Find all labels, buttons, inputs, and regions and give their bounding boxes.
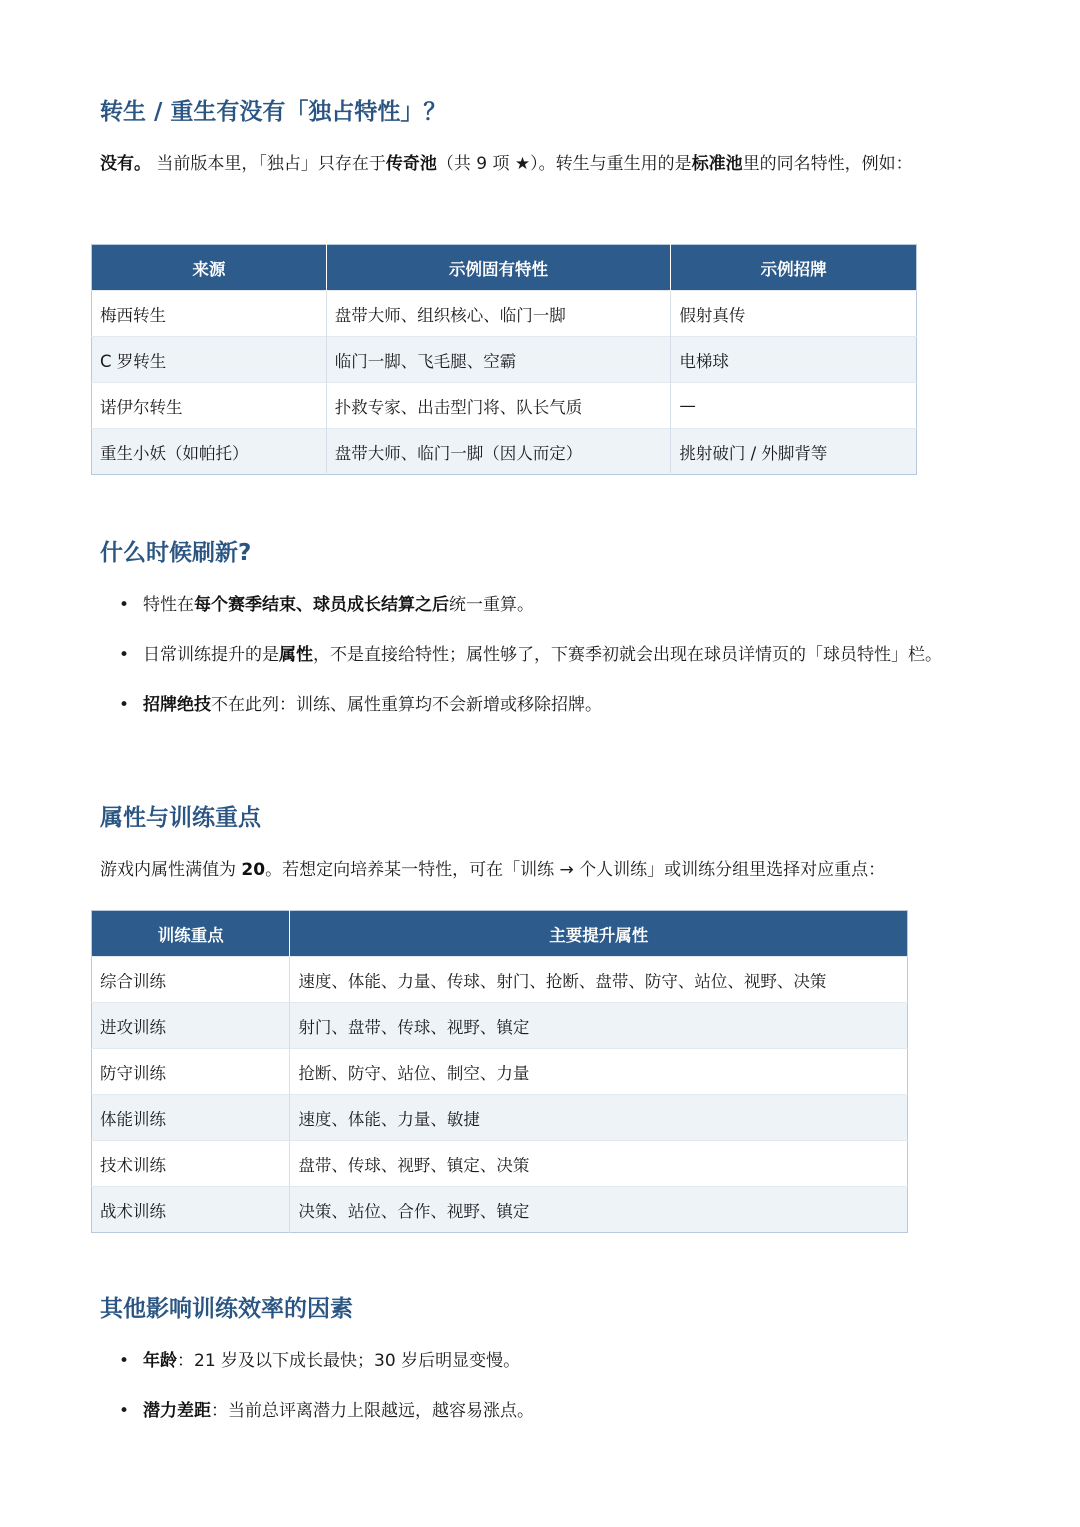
attributes-paragraph: 游戏内属性满值为 20。若想定向培养某一特性，可在「训练 → 个人训练」或训练分组里选择对应重点： bbox=[100, 860, 886, 880]
section-title-rebirth: 转生 / 重生有没有「独占特性」？ bbox=[100, 99, 447, 125]
col-header-focus: 训练重点 bbox=[92, 911, 290, 957]
table-row: 防守训练 抢断、防守、站位、制空、力量 bbox=[92, 1049, 908, 1095]
bullet-icon: • bbox=[119, 1351, 130, 1371]
answer-no: 没有。 bbox=[100, 154, 151, 174]
bullet-icon: • bbox=[119, 1401, 130, 1421]
table-row: 诺伊尔转生 扑救专家、出击型门将、队长气质 — bbox=[92, 383, 917, 429]
table-row: 梅西转生 盘带大师、组织核心、临门一脚 假射真传 bbox=[92, 291, 917, 337]
table-row: 进攻训练 射门、盘带、传球、视野、镇定 bbox=[92, 1003, 908, 1049]
section-title-attributes: 属性与训练重点 bbox=[100, 805, 261, 831]
table-row: 重生小妖（如帕托） 盘带大师、临门一脚（因人而定） 挑射破门 / 外脚背等 bbox=[92, 429, 917, 475]
table-row: 战术训练 决策、站位、合作、视野、镇定 bbox=[92, 1187, 908, 1233]
bullet-icon: • bbox=[119, 595, 130, 615]
section-title-refresh: 什么时候刷新? bbox=[100, 540, 252, 566]
bullet-icon: • bbox=[119, 695, 130, 715]
col-header-traits: 示例固有特性 bbox=[326, 245, 671, 291]
refresh-bullet-list bbox=[100, 585, 980, 735]
bullet-icon: • bbox=[119, 645, 130, 665]
list-item: • 招牌绝技不在此列：训练、属性重算均不会新增或移除招牌。 bbox=[100, 685, 980, 726]
rebirth-trait-table bbox=[91, 244, 917, 475]
table-row: 综合训练 速度、体能、力量、传球、射门、抢断、盘带、防守、站位、视野、决策 bbox=[92, 957, 908, 1003]
col-header-source: 来源 bbox=[92, 245, 327, 291]
factors-bullet-list bbox=[100, 1341, 980, 1441]
list-item: • 潜力差距：当前总评离潜力上限越远，越容易涨点。 bbox=[100, 1391, 980, 1432]
col-header-signature: 示例招牌 bbox=[671, 245, 917, 291]
table-row: 技术训练 盘带、传球、视野、镇定、决策 bbox=[92, 1141, 908, 1187]
table-header-row bbox=[92, 245, 917, 291]
section-title-other-factors: 其他影响训练效率的因素 bbox=[100, 1296, 353, 1322]
table-header-row bbox=[92, 911, 908, 957]
table-row: 体能训练 速度、体能、力量、敏捷 bbox=[92, 1095, 908, 1141]
training-focus-table bbox=[91, 910, 908, 1233]
list-item: • 日常训练提升的是属性，不是直接给特性；属性够了，下赛季初就会出现在球员详情页的「球员特性」栏。 bbox=[100, 635, 980, 676]
table-row: C 罗转生 临门一脚、飞毛腿、空霸 电梯球 bbox=[92, 337, 917, 383]
col-header-attributes: 主要提升属性 bbox=[290, 911, 908, 957]
list-item: • 特性在每个赛季结束、球员成长结算之后统一重算。 bbox=[100, 585, 980, 626]
rebirth-paragraph: 没有。 当前版本里，「独占」只存在于传奇池（共 9 项 ★）。转生与重生用的是标准池里的同名特性，例如： bbox=[100, 154, 913, 174]
list-item: • 年龄：21 岁及以下成长最快；30 岁后明显变慢。 bbox=[100, 1341, 980, 1382]
